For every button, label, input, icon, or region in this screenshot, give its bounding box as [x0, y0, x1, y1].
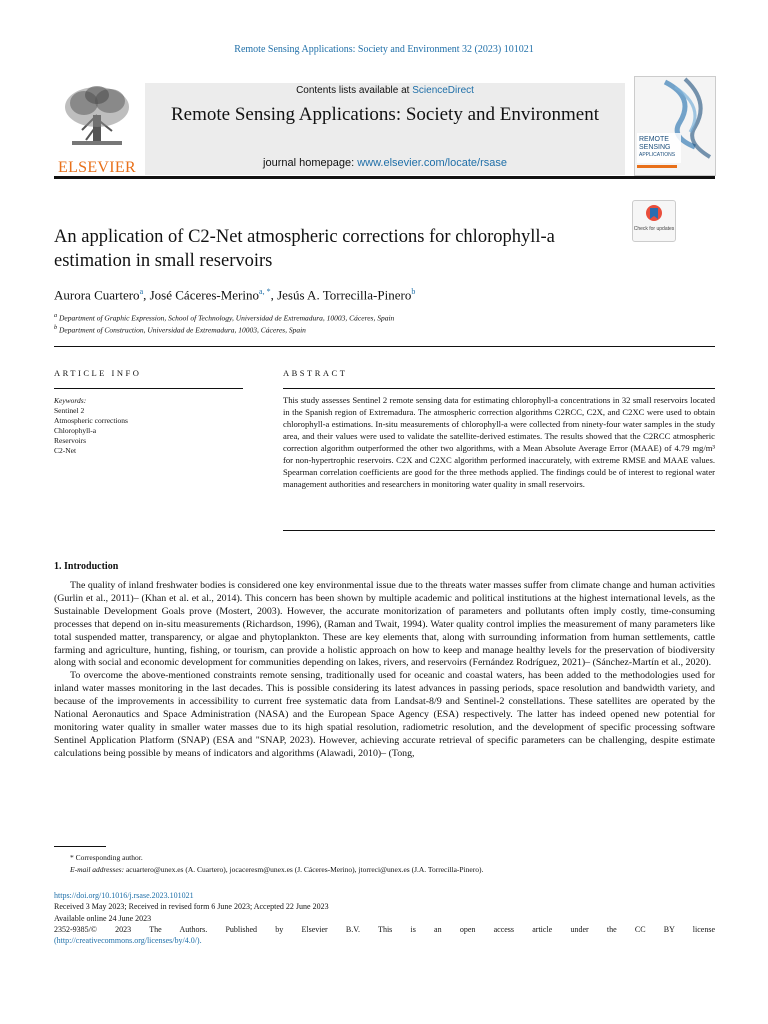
paper-title: An application of C2-Net atmospheric corrections for chlorophyll-a estimation in small reservoirs	[54, 227, 555, 271]
abstract-bottom-rule	[283, 530, 715, 531]
author-sup[interactable]: a	[139, 287, 144, 296]
introduction-body	[54, 580, 715, 761]
homepage-prefix: journal homepage:	[263, 157, 358, 169]
journal-cover-image[interactable]	[634, 76, 716, 176]
keyword-item: Sentinel 2	[54, 406, 85, 415]
keyword-item: Atmospheric corrections	[54, 416, 128, 425]
article-info-rule	[54, 388, 243, 389]
abstract-text: This study assesses Sentinel 2 remote sensing data for estimating chlorophyll-a concentrations in 32 small reservoirs located in the Spanish region of Extremadura. The atmospheric correction algorithms C2RCC, C2X, and C2XC were used to obtain chlorophyll-a estimations. In-situ measurements of chlorophyll-a were collected from ninety-four water samples in the study area, and their values were used to validate the satellite-derived estimates. The results showed that the C2RCC atmospheric correction algorithm outperformed the other two algorithms, with a Mean Absolute Average Error (MAAE) of 4.79 mg/m³ for non-hypertrophic reservoirs. C2X and C2XC algorithm performed inaccurately, with extreme RMSE and MAAE values. Spearman correlation coefficients are good for the three methods applied. The findings could be of interest to regional water management authorities and researchers in monitoring water quality in small reservoirs.	[283, 395, 715, 489]
author-name[interactable]: Aurora Cuartero	[54, 287, 140, 303]
affiliation-sup: b	[54, 324, 58, 331]
affiliation-b	[54, 324, 306, 335]
elsevier-tree-icon	[62, 85, 132, 147]
author-sup[interactable]: b	[411, 287, 416, 296]
header-rule	[54, 176, 715, 179]
author-sup[interactable]: a, *	[259, 287, 271, 296]
journal-reference[interactable]: Remote Sensing Applications: Society and Environment 32 (2023) 101021	[234, 44, 534, 55]
check-for-updates-badge[interactable]	[632, 200, 676, 242]
author-list: Aurora Cuartero$^a$, José Cáceres-Merino$^{a, *}$, Jesús A. Torrecilla-Pinero$^b$	[54, 287, 416, 303]
journal-title: Remote Sensing Applications: Society and Environment	[171, 104, 599, 125]
contents-prefix: Contents lists available at	[296, 85, 413, 96]
article-info-heading: ARTICLE INFO	[54, 368, 142, 378]
footnote-rule	[54, 846, 106, 847]
keywords-block	[54, 396, 243, 456]
license-link[interactable]: (http://creativecommons.org/licenses/by/4.0/).	[54, 936, 202, 946]
elsevier-logo[interactable]	[54, 83, 140, 175]
keyword-item: Chlorophyll-a	[54, 426, 97, 435]
check-updates-label: Check for updates	[633, 226, 675, 232]
svg-text:REMOTE: REMOTE	[639, 136, 669, 143]
cover-art-icon	[635, 77, 715, 175]
email-footnote	[70, 865, 483, 874]
paragraph: The quality of inland freshwater bodies is considered one key environmental issue due to the threats water masses suffer from climate change and human activities (Gurlin et al., 2011)– (Khan et al. et al., 2014). This concern has been shown by multiple academic and political institutions at the highest international levels, as the Sustainable Development Goals prove (Mostert, 2003). However, the accurate monitorization of parameters and pollutants often imply costly, time-consuming processes that depend on in-situ measurements (Richardson, 1996), (Raman and Twait, 1994). Water quality control implies the measurement of many parameters like total suspended matter, transparency, or algae and phytoplankton. These are key elements that, along with surrounding information from human settlements, cattle farming and agriculture, hunting, fishing, or tourism, can provide a holistic approach on how to keep and manage healthy levels for the preservation of biodiversity along with social and economic development for communities depending on lakes, rivers, and reservoirs (Fernández Rodríguez, 2021)– (Sánchez-Martín et al., 2020).	[54, 580, 715, 669]
affiliation-sup: a	[54, 312, 58, 319]
homepage-line	[145, 157, 625, 169]
article-history: Received 3 May 2023; Received in revised form 6 June 2023; Accepted 22 June 2023	[54, 902, 329, 912]
doi-link[interactable]: https://doi.org/10.1016/j.rsase.2023.101021	[54, 891, 194, 900]
introduction-heading: 1. Introduction	[54, 561, 119, 572]
section-divider	[54, 346, 715, 347]
bookmark-icon	[645, 204, 663, 224]
front-matter	[54, 890, 715, 946]
abstract-rule	[283, 388, 715, 389]
paragraph: To overcome the above-mentioned constraints remote sensing, traditionally used for oceanic and coastal waters, has been added to the methodologies used for inland water masses monitoring in the last decades. This is possible considering its latest advances in passing periods, space resolution and bandwidth variety, and because of the improvements in accessibility to current free systematic data from Landsat-8/9 and Sentinel-2 constellations. These satellites are operated by the National Aeronautics and Space Administration (NASA) and the European Space Agency (ESA) respectively. The latter has indeed opened new potential for monitoring water quality in smaller water masses due to its high spatial resolution, radiometric resolution, and the development of specific processing software Sentinel Application Platform (SNAP) (ESA and "SNAP, 2023). However, achieving accurate retrieval of specific parameters can be challenging, despite estimate calculations being possible by means of indicators and algorithms (Alawadi, 2010)– (Tong,	[54, 670, 715, 759]
email-label: E-mail addresses:	[70, 865, 125, 874]
email-addresses[interactable]: acuartero@unex.es (A. Cuartero), jocaceresm@unex.es (J. Cáceres-Merino), jtorreci@unex.es (J.A. Torrecilla-Pinero).	[125, 865, 484, 874]
license-text: 2352-9385/© 2023 The Authors. Published by Elsevier B.V. This is an open access article under the CC BY license	[54, 924, 715, 934]
affiliation-text: Department of Construction, Universidad de Extremadura, 10003, Cáceres, Spain	[59, 325, 306, 335]
available-online: Available online 24 June 2023	[54, 913, 152, 923]
keyword-item: C2-Net	[54, 446, 77, 455]
keywords-label: Keywords:	[54, 396, 87, 405]
abstract-heading: ABSTRACT	[283, 368, 348, 378]
author-name[interactable]: Jesús A. Torrecilla-Pinero	[277, 287, 412, 303]
corresponding-author-note: * Corresponding author.	[70, 853, 143, 862]
svg-text:SENSING: SENSING	[639, 144, 671, 151]
homepage-link[interactable]: www.elsevier.com/locate/rsase	[357, 157, 507, 169]
author-name[interactable]: José Cáceres-Merino	[149, 287, 260, 303]
journal-header-band	[145, 83, 625, 175]
contents-line	[145, 85, 625, 96]
svg-text:APPLICATIONS: APPLICATIONS	[639, 152, 676, 158]
keyword-item: Reservoirs	[54, 436, 87, 445]
elsevier-wordmark: ELSEVIER	[58, 159, 136, 176]
affiliation-a	[54, 312, 394, 323]
sciencedirect-link[interactable]: ScienceDirect	[412, 85, 474, 96]
affiliation-text: Department of Graphic Expression, School of Technology, Universidad de Extremadura, 10003, Cáceres, Spain	[59, 313, 395, 323]
